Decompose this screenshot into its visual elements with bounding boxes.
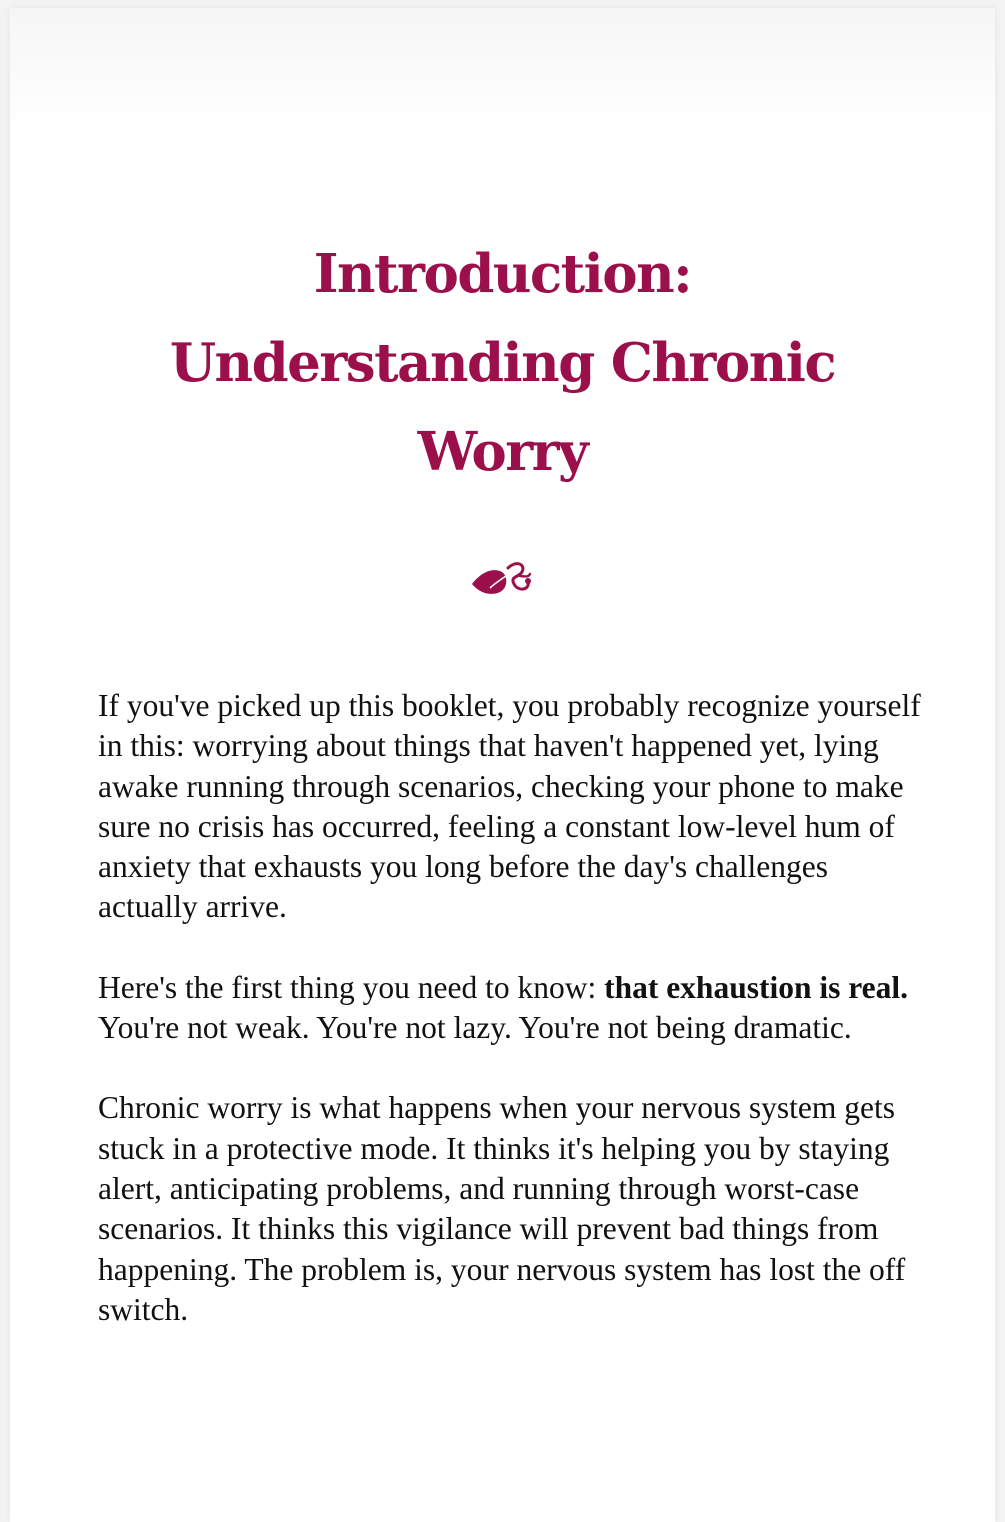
chapter-title-line-2: Understanding Chronic [169, 332, 836, 394]
chapter-title-line-1: Introduction: [313, 243, 692, 305]
paragraph-3: Chronic worry is what happens when your nervous system gets stuck in a protective mode. It thinks it's helping you by staying alert, anticipating problems, and running through worst-case scenarios. It thinks this vigilance will prevent bad things from happening. The problem is, your nervous system has lost the off switch. [98, 1090, 906, 1327]
page-top-shading [10, 8, 995, 128]
chapter-body [98, 686, 928, 1370]
paragraph-2 [98, 968, 928, 1049]
chapter-title-line-3: Worry [417, 421, 588, 483]
paragraph-2-intro: Here's the first thing you need to know: [98, 969, 605, 1005]
paragraph-2-emphasis: that exhaustion is real. [604, 969, 909, 1005]
book-page [10, 8, 995, 1522]
paragraph-2-rest: You're not weak. You're not lazy. You're not being dramatic. [98, 1010, 852, 1046]
chapter-title [10, 230, 995, 497]
fleuron-leaf-icon [468, 554, 538, 600]
paragraph-1: If you've picked up this booklet, you probably recognize yourself in this: worrying about things that haven't happened yet, lying awake running through scenarios, checking your phone to make sure no crisis has occurred, feeling a constant low-level hum of anxiety that exhausts you long before the day's challenges actually arrive. [98, 688, 921, 925]
